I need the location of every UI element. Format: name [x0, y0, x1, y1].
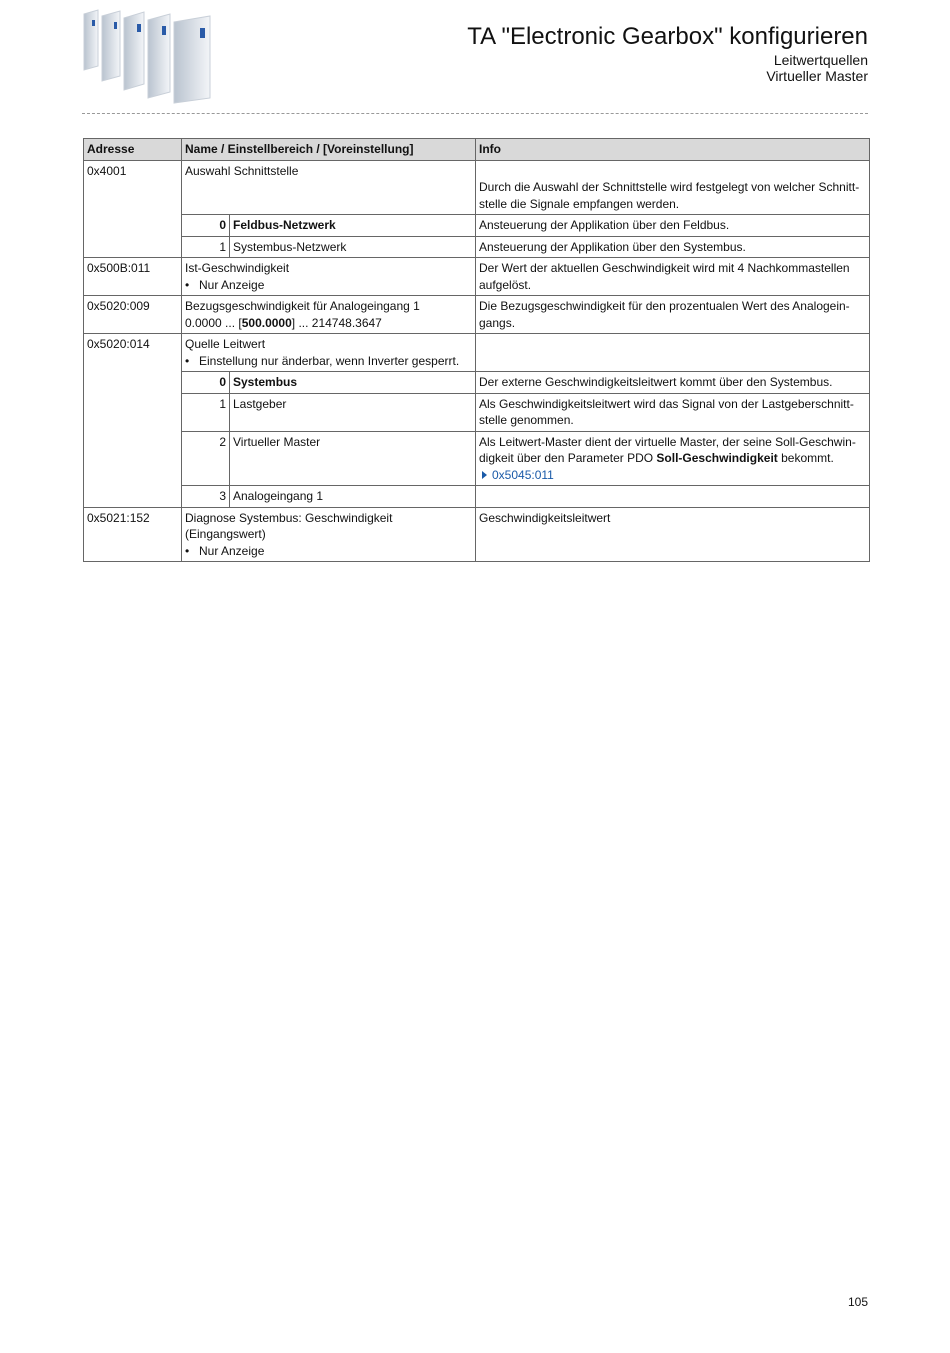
- param-info-text: Durch die Auswahl der Schnittstelle wird festgelegt von welcher Schnitt-stelle die Signale empfangen werden.: [479, 180, 860, 211]
- param-name-text: Quelle Leitwert: [185, 337, 266, 351]
- crossref-link[interactable]: [479, 467, 866, 484]
- param-info: Die Bezugsgeschwindigkeit für den prozentualen Wert des Analogein-gangs.: [476, 296, 870, 334]
- range-default: 500.0000: [241, 315, 292, 330]
- col-header-info: Info: [476, 139, 870, 161]
- col-header-address: Adresse: [84, 139, 182, 161]
- option-label: Virtueller Master: [230, 431, 476, 486]
- option-info: Ansteuerung der Applikation über den Feldbus.: [476, 215, 870, 237]
- subtitle-section: Leitwertquellen: [773, 52, 868, 68]
- option-number: 2: [182, 431, 230, 486]
- table-row: [84, 486, 870, 508]
- param-name-text: Diagnose Systembus: Geschwindigkeit (Eingangswert): [185, 510, 393, 541]
- table-row: [84, 372, 870, 394]
- option-label: Feldbus-Netzwerk: [230, 215, 476, 237]
- table-row: [84, 215, 870, 237]
- page-title: TA "Electronic Gearbox" konfigurieren: [467, 23, 868, 50]
- param-name: [182, 258, 476, 296]
- triangle-right-icon: [482, 471, 487, 479]
- param-address: 0x4001: [84, 160, 182, 258]
- param-note: • Nur Anzeige: [185, 277, 472, 294]
- page-subtitle: [766, 52, 868, 84]
- table-row: [84, 334, 870, 372]
- option-number: 1: [182, 236, 230, 258]
- param-note: • Einstellung nur änderbar, wenn Inverter gesperrt.: [185, 353, 472, 370]
- param-name: Auswahl Schnittstelle: [182, 160, 476, 215]
- param-info: Geschwindigkeitsleitwert: [476, 507, 870, 562]
- table-header-row: [84, 139, 870, 161]
- option-number: 3: [182, 486, 230, 508]
- product-image: [82, 6, 214, 104]
- info-text-part: Als Leitwert-Master dient der virtuelle Master, der seine Soll-Geschwin-digkeit über den Parameter PDO: [479, 434, 856, 465]
- option-info: Der externe Geschwindigkeitsleitwert kommt über den Systembus.: [476, 372, 870, 394]
- option-info: Als Geschwindigkeitsleitwert wird das Signal von der Lastgeberschnitt-stelle genommen.: [476, 393, 870, 431]
- param-address: 0x5021:152: [84, 507, 182, 562]
- page-number: 105: [847, 1295, 868, 1309]
- header-divider: [82, 113, 868, 114]
- option-info-text: [479, 434, 866, 467]
- param-info: [476, 160, 870, 215]
- range-min: 0.0000 ... [: [185, 315, 242, 330]
- param-info: [476, 334, 870, 372]
- param-info: Der Wert der aktuellen Geschwindigkeit wird mit 4 Nachkommastellen aufgelöst.: [476, 258, 870, 296]
- table-row: [84, 507, 870, 562]
- param-address: 0x5020:009: [84, 296, 182, 334]
- option-label: Systembus: [230, 372, 476, 394]
- option-info: Ansteuerung der Applikation über den Systembus.: [476, 236, 870, 258]
- crossref-link-text[interactable]: 0x5045:011: [492, 467, 554, 482]
- option-number: 1: [182, 393, 230, 431]
- option-info: [476, 486, 870, 508]
- option-label: Lastgeber: [230, 393, 476, 431]
- param-name: [182, 296, 476, 334]
- param-note: • Nur Anzeige: [185, 543, 472, 560]
- option-label: Analogeingang 1: [230, 486, 476, 508]
- table-row: [84, 236, 870, 258]
- param-name-text: Bezugsgeschwindigkeit für Analogeingang 1: [185, 299, 420, 313]
- subtitle-subsection: Virtueller Master: [766, 68, 868, 84]
- option-info: [476, 431, 870, 486]
- option-number: 0: [182, 372, 230, 394]
- param-name: [182, 507, 476, 562]
- info-text-bold: Soll-Geschwindigkeit: [656, 451, 778, 465]
- option-number: 0: [182, 215, 230, 237]
- col-header-name: Name / Einstellbereich / [Voreinstellung]: [182, 139, 476, 161]
- parameter-table: [83, 138, 870, 562]
- table-row: [84, 393, 870, 431]
- table-row: [84, 160, 870, 215]
- param-address: 0x500B:011: [84, 258, 182, 296]
- table-row: [84, 258, 870, 296]
- option-label: Systembus-Netzwerk: [230, 236, 476, 258]
- param-name-text: Ist-Geschwindigkeit: [185, 261, 290, 275]
- info-text-part: bekommt.: [777, 451, 834, 465]
- param-address: 0x5020:014: [84, 334, 182, 508]
- table-row: [84, 296, 870, 334]
- param-name: [182, 334, 476, 372]
- range-max: ] ... 214748.3647: [291, 315, 382, 330]
- table-row: [84, 431, 870, 486]
- param-range: [185, 315, 472, 332]
